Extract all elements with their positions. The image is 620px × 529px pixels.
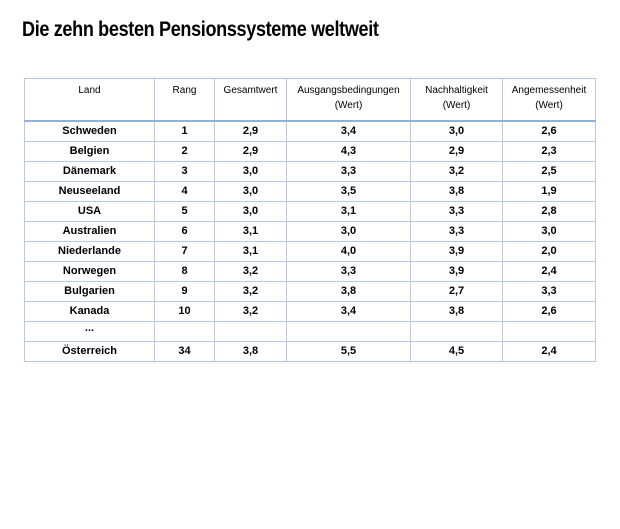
- cell-rang: 10: [155, 302, 215, 322]
- cell-angemessenheit: 2,8: [503, 202, 596, 222]
- cell-gesamtwert: 3,0: [215, 202, 287, 222]
- cell-rang: 4: [155, 182, 215, 202]
- cell-rang: 9: [155, 282, 215, 302]
- cell-ausgangsbedingungen: 4,0: [287, 242, 411, 262]
- cell-land: USA: [25, 202, 155, 222]
- cell-angemessenheit: 2,0: [503, 242, 596, 262]
- cell-nachhaltigkeit: 3,2: [411, 162, 503, 182]
- table-row: [25, 342, 596, 362]
- cell-rang: 34: [155, 342, 215, 362]
- table-row: [25, 222, 596, 242]
- cell-gesamtwert: 3,0: [215, 162, 287, 182]
- cell-rang: [155, 322, 215, 342]
- table-row: [25, 302, 596, 322]
- cell-nachhaltigkeit: 4,5: [411, 342, 503, 362]
- cell-angemessenheit: 2,5: [503, 162, 596, 182]
- cell-ausgangsbedingungen: [287, 322, 411, 342]
- cell-angemessenheit: 3,0: [503, 222, 596, 242]
- cell-ausgangsbedingungen: 3,0: [287, 222, 411, 242]
- cell-angemessenheit: 2,4: [503, 262, 596, 282]
- header-gesamtwert: [215, 79, 287, 122]
- header-rang: [155, 79, 215, 122]
- table-row: [25, 162, 596, 182]
- cell-nachhaltigkeit: 3,8: [411, 182, 503, 202]
- cell-land: Dänemark: [25, 162, 155, 182]
- cell-angemessenheit: 2,6: [503, 302, 596, 322]
- cell-rang: 3: [155, 162, 215, 182]
- cell-land: Bulgarien: [25, 282, 155, 302]
- header-ausgangsbedingungen: [287, 79, 411, 122]
- cell-nachhaltigkeit: 3,9: [411, 262, 503, 282]
- cell-nachhaltigkeit: 3,3: [411, 222, 503, 242]
- cell-gesamtwert: 3,8: [215, 342, 287, 362]
- cell-land: Kanada: [25, 302, 155, 322]
- cell-ausgangsbedingungen: 3,4: [287, 302, 411, 322]
- cell-gesamtwert: 3,1: [215, 242, 287, 262]
- header-nachhaltigkeit-label: Nachhaltigkeit: [425, 85, 488, 96]
- cell-angemessenheit: 1,9: [503, 182, 596, 202]
- cell-angemessenheit: 2,3: [503, 142, 596, 162]
- table-row: [25, 262, 596, 282]
- cell-gesamtwert: 3,0: [215, 182, 287, 202]
- pension-ranking-table: [24, 78, 596, 362]
- cell-gesamtwert: 2,9: [215, 121, 287, 142]
- header-angemessenheit-unit: (Wert): [535, 100, 563, 111]
- cell-gesamtwert: 3,2: [215, 302, 287, 322]
- cell-ausgangsbedingungen: 3,3: [287, 262, 411, 282]
- table-row: [25, 202, 596, 222]
- cell-gesamtwert: 3,1: [215, 222, 287, 242]
- cell-rang: 1: [155, 121, 215, 142]
- cell-rang: 8: [155, 262, 215, 282]
- table-row-ellipsis: [25, 322, 596, 342]
- cell-nachhaltigkeit: 3,8: [411, 302, 503, 322]
- cell-nachhaltigkeit: 3,0: [411, 121, 503, 142]
- cell-land: ...: [25, 322, 155, 342]
- cell-nachhaltigkeit: [411, 322, 503, 342]
- header-rang-label: Rang: [172, 85, 197, 96]
- cell-nachhaltigkeit: 3,9: [411, 242, 503, 262]
- cell-nachhaltigkeit: 2,9: [411, 142, 503, 162]
- cell-angemessenheit: 2,4: [503, 342, 596, 362]
- header-land-label: Land: [78, 85, 101, 96]
- header-ausgangsbedingungen-unit: (Wert): [334, 100, 363, 111]
- cell-gesamtwert: 3,2: [215, 282, 287, 302]
- header-land: [25, 79, 155, 122]
- cell-angemessenheit: [503, 322, 596, 342]
- cell-land: Schweden: [25, 121, 155, 142]
- header-gesamtwert-label: Gesamtwert: [223, 85, 278, 96]
- cell-ausgangsbedingungen: 3,1: [287, 202, 411, 222]
- header-nachhaltigkeit: [411, 79, 503, 122]
- header-nachhaltigkeit-unit: (Wert): [442, 100, 471, 111]
- cell-land: Niederlande: [25, 242, 155, 262]
- header-angemessenheit-label: Angemessenheit: [511, 85, 587, 96]
- cell-land: Norwegen: [25, 262, 155, 282]
- header-angemessenheit: [503, 79, 596, 122]
- table-row: [25, 242, 596, 262]
- cell-rang: 2: [155, 142, 215, 162]
- cell-land: Österreich: [25, 342, 155, 362]
- cell-land: Neuseeland: [25, 182, 155, 202]
- cell-ausgangsbedingungen: 5,5: [287, 342, 411, 362]
- cell-rang: 6: [155, 222, 215, 242]
- cell-gesamtwert: [215, 322, 287, 342]
- table-row: [25, 182, 596, 202]
- cell-angemessenheit: 3,3: [503, 282, 596, 302]
- cell-ausgangsbedingungen: 3,8: [287, 282, 411, 302]
- cell-nachhaltigkeit: 3,3: [411, 202, 503, 222]
- table-row: [25, 121, 596, 142]
- cell-gesamtwert: 2,9: [215, 142, 287, 162]
- table-row: [25, 142, 596, 162]
- cell-angemessenheit: 2,6: [503, 121, 596, 142]
- cell-ausgangsbedingungen: 4,3: [287, 142, 411, 162]
- cell-rang: 7: [155, 242, 215, 262]
- cell-land: Belgien: [25, 142, 155, 162]
- cell-land: Australien: [25, 222, 155, 242]
- cell-gesamtwert: 3,2: [215, 262, 287, 282]
- cell-ausgangsbedingungen: 3,3: [287, 162, 411, 182]
- table-row: [25, 282, 596, 302]
- cell-nachhaltigkeit: 2,7: [411, 282, 503, 302]
- cell-rang: 5: [155, 202, 215, 222]
- cell-ausgangsbedingungen: 3,5: [287, 182, 411, 202]
- header-ausgangsbedingungen-label: Ausgangsbedingungen: [297, 85, 400, 96]
- cell-ausgangsbedingungen: 3,4: [287, 121, 411, 142]
- table-header-row: [25, 79, 596, 122]
- page-title: Die zehn besten Pensionssysteme weltweit: [22, 18, 379, 41]
